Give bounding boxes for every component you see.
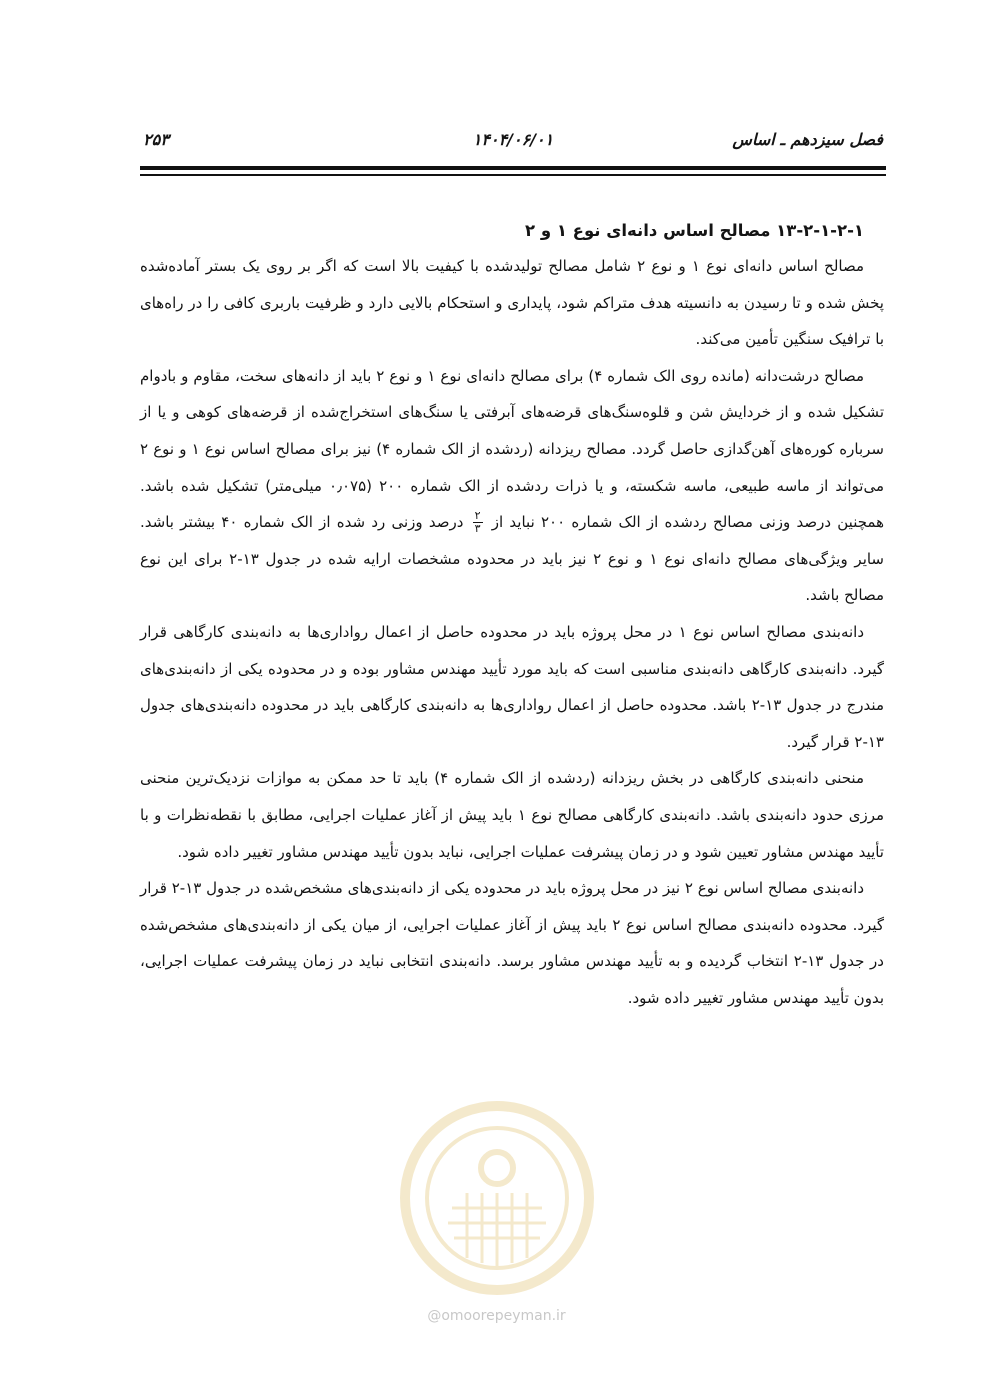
fraction-two-thirds [473,510,483,535]
paragraph-3: دانه‌بندی مصالح اساس نوع ۱ در محل پروژه باید در محدوده حاصل از اعمال رواداری‌ها به دانه‌بندی کارگاهی قرار گیرد. دانه‌بندی کارگاهی دانه‌بندی مناسبی است که باید مورد تأیید مهندس مشاور بوده و در محدوده یکی از دانه‌بندی‌های مندرج در جدول ۱۳-۲ باشد. محدوده حاصل از اعمال رواداری‌ها به دانه‌بندی کارگاهی باید در محدوده دانه‌بندی‌های جدول ۱۳-۲ قرار گیرد. [140,622,884,751]
watermark-text: @omoorepeyman.ir [427,1308,566,1324]
fraction-before: نباید از [491,513,535,532]
section-heading: ۱۳-۲-۱-۲-۱ مصالح اساس دانه‌ای نوع ۱ و ۲ [525,221,864,240]
paragraph-1: مصالح اساس دانه‌ای نوع ۱ و نوع ۲ شامل مصالح تولیدشده با کیفیت بالا است که اگر بر روی یک بستر آماده‌شده پخش شده و تا رسیدن به دانسیته هدف متراکم شود، پایداری و استحکام بالایی دارد و ظرفیت باربری کافی را در راه‌های با ترافیک سنگین تأمین می‌کند. [140,257,884,349]
chapter-title: فصل سیزدهم ـ اساس [732,130,883,149]
paragraph-2-text: مصالح درشت‌دانه (مانده روی الک شماره ۴) برای مصالح دانه‌ای نوع ۱ و نوع ۲ باید از دانه‌های سخت، مقاوم و بادوام تشکیل شده و از خردایش شن و قلوه‌سنگ‌های قرضه‌های آبرفتی یا سنگ‌های استخراج‌شده از قرضه‌های کوهی و یا از سرباره کوره‌های آهن‌گدازی حاصل گردد. مصالح ریزدانه (ردشده از الک شماره ۴) نیز برای مصالح اساس نوع ۱ و نوع ۲ می‌تواند از ماسه طبیعی، ماسه شکسته، و یا ذرات ردشده از الک شماره ۲۰۰ (۰٫۰۷۵ میلی‌متر) تشکیل شده باشد. همچنین درصد وزنی مصالح ردشده از الک شماره ۲۰۰ [140,366,885,532]
page-number: ۲۵۳ [143,130,169,149]
paragraph-5: دانه‌بندی مصالح اساس نوع ۲ نیز در محل پروژه باید در محدوده یکی از دانه‌بندی‌های مشخص‌شده در جدول ۱۳-۲ قرار گیرد. محدوده دانه‌بندی مصالح اساس نوع ۲ باید پیش از آغاز عملیات اجرایی، از میان یکی از دانه‌بندی‌های مشخص‌شده در جدول ۱۳-۲ انتخاب گردیده و به تأیید مهندس مشاور برسد. دانه‌بندی انتخابی نباید در زمان پیشرفت عملیات اجرایی، بدون تأیید مهندس مشاور تغییر داده شود. [140,879,885,1007]
page-header [143,130,883,154]
paragraph-4: منحنی دانه‌بندی کارگاهی در بخش ریزدانه (ردشده از الک شماره ۴) باید تا حد ممکن به موازات نزدیک‌ترین منحنی مرزی حدود دانه‌بندی باشد. دانه‌بندی کارگاهی مصالح نوع ۱ باید پیش از آغاز عملیات اجرایی، مطابق با نقطه‌نظرات و با تأیید مهندس مشاور تعیین شود و در زمان پیشرفت عملیات اجرایی، نباید بدون تأیید مهندس مشاور تغییر داده شود. [140,769,885,861]
header-rule-thick [140,166,886,170]
fraction-after: درصد وزنی رد شده از الک شماره ۴۰ بیشتر باشد. سایر ویژگی‌های مصالح دانه‌ای نوع ۱ و نوع ۲ نیز باید در محدوده مشخصات ارایه شده در جدول ۱۳-۲ برای این نوع مصالح باشد. [140,513,885,605]
header-date: ۱۴۰۴/۰۶/۰۱ [472,130,554,149]
watermark-logo-icon [382,1098,612,1298]
fraction-numerator: ۲ [474,509,481,523]
fraction-denominator: ۳ [474,522,481,536]
page-content [140,214,884,1016]
paragraph-2 [140,358,884,614]
header-rule-thin [140,174,886,176]
